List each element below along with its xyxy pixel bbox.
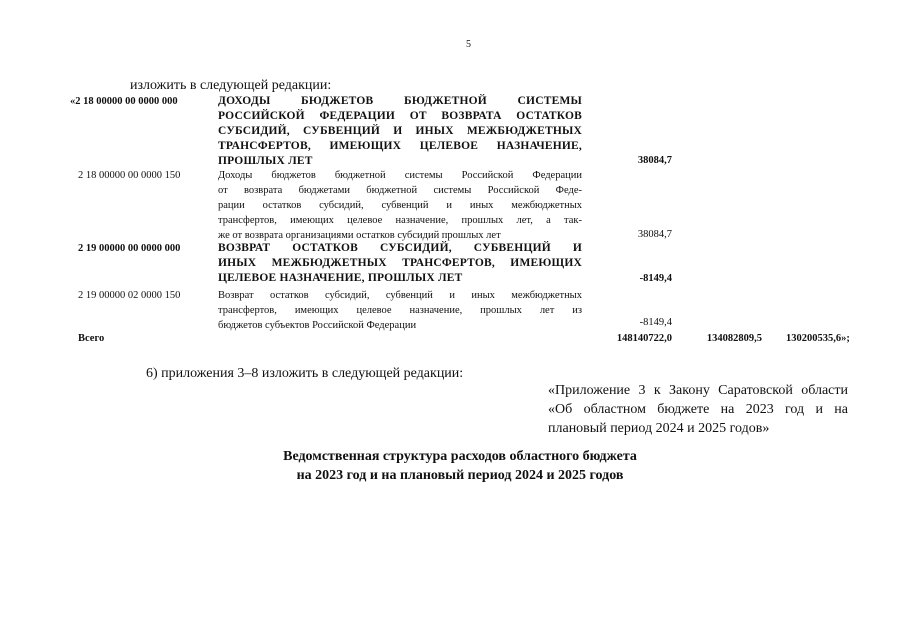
row-desc-3-line: ИНЫХ МЕЖБЮДЖЕТНЫХ ТРАНСФЕРТОВ, ИМЕЮЩИХ (218, 257, 582, 269)
row-desc-1-line: ПРОШЛЫХ ЛЕТ (218, 155, 313, 167)
row-desc-1-line: СУБСИДИЙ, СУБВЕНЦИЙ И ИНЫХ МЕЖБЮДЖЕТНЫХ (218, 125, 582, 137)
row-desc-3-line: ВОЗВРАТ ОСТАТКОВ СУБСИДИЙ, СУБВЕНЦИЙ И (218, 242, 582, 254)
row-value-3: -8149,4 (639, 273, 672, 284)
row-value-2: 38084,7 (637, 229, 672, 240)
row-value-4: -8149,4 (639, 317, 672, 328)
total-2024: 134082809,5 (706, 333, 762, 344)
intro-text: изложить в следующей редакции: (130, 78, 332, 93)
row-desc-1-line: РОССИЙСКОЙ ФЕДЕРАЦИИ ОТ ВОЗВРАТА ОСТАТКОВ (218, 110, 582, 122)
total-2025: 130200535,6»; (786, 333, 850, 344)
row-desc-2 (218, 168, 582, 243)
row-desc-2-line: от возврата бюджетами бюджетной системы Российской Феде- (218, 185, 582, 196)
row-desc-1-line: ТРАНСФЕРТОВ, ИМЕЮЩИХ ЦЕЛЕВОЕ НАЗНАЧЕНИЕ, (218, 140, 582, 152)
row-code-2: 2 18 00000 00 0000 150 (78, 170, 181, 181)
row-desc-4-line: Возврат остатков субсидий, субвенций и иных межбюджетных (218, 290, 582, 301)
total-label: Всего (78, 333, 105, 344)
page-number: 5 (466, 39, 471, 50)
row-desc-1-line: ДОХОДЫ БЮДЖЕТОВ БЮДЖЕТНОЙ СИСТЕМЫ (218, 95, 582, 107)
item-6-text: 6) приложения 3–8 изложить в следующей редакции: (146, 366, 464, 381)
row-desc-2-line: трансфертов, имеющих целевое назначение, прошлых лет, а так- (218, 215, 582, 226)
row-code-1: «2 18 00000 00 0000 000 (70, 96, 178, 107)
row-code-4: 2 19 00000 02 0000 150 (78, 290, 181, 301)
row-desc-4-line: бюджетов субъектов Российской Федерации (218, 320, 417, 331)
row-code-3: 2 19 00000 00 0000 000 (78, 243, 181, 254)
total-2023: 148140722,0 (616, 333, 672, 344)
row-desc-2-line: же от возврата организациями остатков субсидий прошлых лет (218, 230, 501, 241)
row-desc-1 (218, 94, 582, 169)
row-value-1: 38084,7 (637, 155, 672, 166)
row-desc-2-line: рации остатков субсидий, субвенций и иных межбюджетных (218, 200, 582, 211)
row-desc-3-line: ЦЕЛЕВОЕ НАЗНАЧЕНИЕ, ПРОШЛЫХ ЛЕТ (218, 272, 463, 284)
section-title-line-1: Ведомственная структура расходов областного бюджета (283, 449, 637, 464)
row-desc-4-line: трансфертов, имеющих целевое назначение, прошлых лет из (218, 305, 582, 316)
row-desc-4 (218, 288, 582, 333)
annex-reference: «Приложение 3 к Закону Саратовской области «Об областном бюджете на 2023 год и на плановый период 2024 и 2025 годов» (548, 383, 848, 436)
row-desc-3 (218, 241, 582, 286)
row-desc-2-line: Доходы бюджетов бюджетной системы Российской Федерации (218, 170, 582, 181)
section-title-line-2: на 2023 год и на плановый период 2024 и 2025 годов (296, 468, 624, 483)
